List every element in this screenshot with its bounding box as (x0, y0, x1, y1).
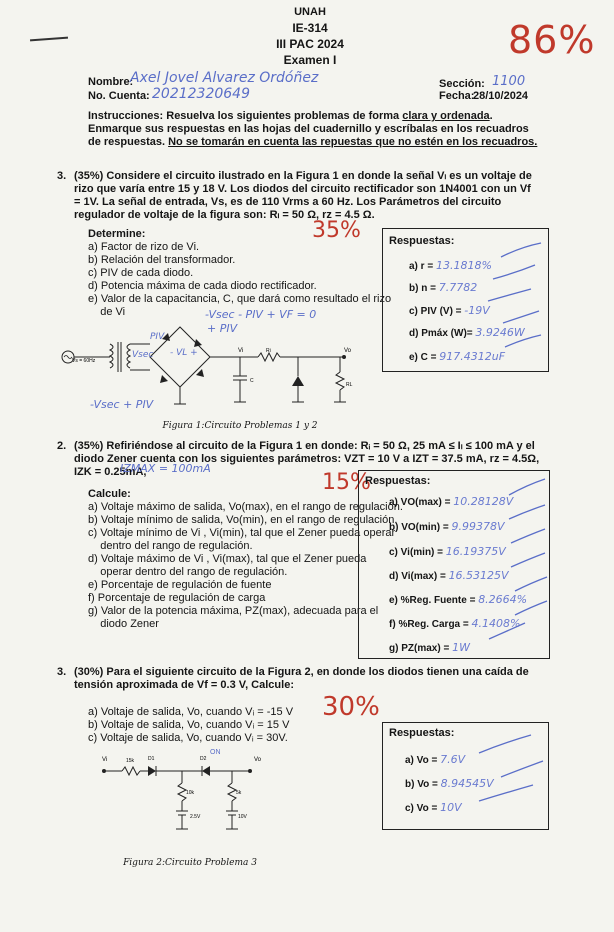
p2-item: dentro del rango de regulación. (88, 540, 253, 552)
instructions-lead: Instrucciones: (88, 110, 164, 122)
answer-value: 10.28128V (453, 495, 514, 508)
p1-item: b) Relación del transformador. (88, 254, 236, 266)
p1-item: c) PIV de cada diodo. (88, 267, 194, 279)
p2-item: operar dentro del rango de regulación. (88, 566, 288, 578)
note-6: - VL + (170, 348, 198, 358)
note-7: -Vsec + PIV (90, 398, 154, 411)
answer-label: a) VO(max) = (389, 497, 451, 508)
answer-label: c) Vo = (405, 803, 438, 814)
label-c: C (250, 378, 254, 384)
p3-answer-box (382, 722, 549, 830)
answer-label: b) VO(min) = (389, 522, 449, 533)
answer-label: e) %Reg. Fuente = (389, 595, 476, 606)
p1-answer-box (382, 228, 549, 372)
p1-item: de Vi (88, 306, 126, 318)
answer-value: 1W (452, 641, 470, 654)
label-r1: 15k (126, 758, 135, 764)
figure-2-caption: Figura 2:Circuito Problema 3 (123, 858, 257, 868)
answer-value: 917.4312uF (439, 350, 506, 363)
check-marks (359, 471, 549, 658)
p2-item: d) Voltaje máximo de Vi , Vi(max), tal que el Zener pueda (88, 553, 367, 565)
label-vo: Vo (344, 348, 352, 354)
label-on: ON (210, 749, 221, 756)
label-vi: Vi (102, 757, 108, 763)
label-d1: D1 (148, 756, 155, 762)
note-5: Vsec (132, 350, 154, 360)
p2-item: e) Porcentaje de regulación de fuente (88, 579, 272, 591)
p2-item: c) Voltaje mínimo de Vi , Vi(min), tal que el Zener pueda operar (88, 527, 396, 539)
grade-mark: 86% (508, 18, 596, 62)
p2-number: 2. (57, 440, 67, 452)
p1-item: d) Potencia máxima de cada diodo rectificador. (88, 280, 317, 292)
p3-items (88, 706, 293, 745)
label-vi: Vi (238, 348, 244, 354)
note-3: PIV (150, 332, 165, 342)
p3-statement: (30%) Para el siguiente circuito de la Figura 2, en donde los diodos tienen una caída de tensión aproximada de Vf = 0.3 V, Calcule: (74, 666, 529, 691)
margin-mark (30, 37, 68, 42)
course-code: IE-314 (292, 21, 328, 35)
p2-answer-box (358, 470, 550, 659)
check-marks (383, 723, 548, 829)
p2-calc: Calcule: (88, 488, 131, 500)
label-vo: Vo (254, 757, 262, 763)
answer-value: 4.1408% (471, 617, 521, 630)
p2-item: g) Valor de la potencia máxima, PZ(max), adecuada para el (88, 605, 379, 617)
p2-score: 15% (322, 470, 371, 495)
p1-answers-title: Respuestas: (389, 235, 455, 247)
figure-2-circuit (98, 745, 280, 845)
label-v1: 2.5V (190, 814, 201, 820)
answer-value: 8.2664% (478, 593, 528, 606)
p2-items (88, 501, 403, 631)
p2-answers-title: Respuestas: (365, 475, 431, 487)
answer-label: f) %Reg. Carga = (389, 619, 469, 630)
answer-value: 8.94545V (440, 777, 494, 790)
p1-number: 3. (57, 170, 67, 182)
instructions (88, 110, 540, 149)
p3-number: 3. (57, 666, 67, 678)
answer-label: d) Vi(max) = (389, 571, 446, 582)
p2-item: diodo Zener (88, 618, 159, 630)
exam-title: Examen I (283, 53, 337, 67)
check-marks (383, 229, 548, 371)
label-d2: D2 (200, 756, 207, 762)
answer-label: c) PIV (V) = (409, 306, 462, 317)
diode-d2-icon (202, 766, 210, 776)
label-r3: 5k (236, 790, 242, 796)
answer-value: -19V (464, 304, 490, 317)
label-v2: 10V (238, 814, 247, 820)
label-rl: RL (346, 382, 353, 388)
answer-label: b) n = (409, 283, 436, 294)
instructions-emph: clara y ordenada (402, 110, 490, 122)
answer-value: 16.53125V (448, 569, 509, 582)
diode-d1-icon (148, 766, 156, 776)
answer-value: 10V (440, 801, 462, 814)
p3-item: a) Voltaje de salida, Vo, cuando Vᵢ = -15 V (88, 706, 294, 718)
section-label: Sección: (439, 78, 485, 90)
p1-score: 35% (312, 218, 361, 243)
answer-value: 9.99378V (451, 520, 505, 533)
p2-item: f) Porcentaje de regulación de carga (88, 592, 266, 604)
p1-item: e) Valor de la capacitancia, C, que dará como resultado el rizo (88, 293, 392, 305)
p1-item: a) Factor de rizo de Vi. (88, 241, 200, 253)
period: III PAC 2024 (276, 37, 344, 51)
instructions-text: Resuelva los siguientes problemas de forma (166, 110, 400, 122)
label-r2: 10k (186, 790, 195, 796)
answer-label: a) Vo = (405, 755, 438, 766)
label-ri: Ri (266, 348, 271, 354)
instructions-text2: . Enmarque sus respuestas en las hojas del cuadernillo y escríbalas en los recuadros de respuestas. (88, 110, 529, 148)
p3-item: c) Voltaje de salida, Vo, cuando Vᵢ = 30V. (88, 732, 288, 744)
university-name: UNAH (294, 6, 326, 18)
date-label: Fecha: (439, 90, 475, 102)
answer-label: b) Vo = (405, 779, 438, 790)
answer-value: 13.1818% (435, 259, 492, 272)
p2-item: a) Voltaje máximo de salida, Vo(max), en el rango de regulación. (88, 501, 403, 513)
section-value: 1100 (492, 74, 526, 89)
note-1: -Vsec - PIV + VF = 0 (205, 308, 317, 321)
answer-label: c) Vi(min) = (389, 547, 443, 558)
p3-answers-title: Respuestas: (389, 727, 455, 739)
p3-score: 30% (322, 692, 380, 722)
name-value: Axel Jovel Alvarez Ordóñez (130, 70, 319, 86)
answer-label: a) r = (409, 261, 434, 272)
answer-value: 7.6V (440, 753, 466, 766)
name-label: Nombre: (88, 76, 134, 88)
p2-statement: (35%) Refiriéndose al circuito de la Figura 1 en donde: Rᵢ = 50 Ω, 25 mA ≤ Iₗ ≤ 100 mA y el diodo Zener cuenta con los siguientes parámetros: VZT = 10 V a IZT = 37.5 mA, rz = 4.5Ω, IZK = 0.25mA, (74, 440, 540, 478)
p3-item: b) Voltaje de salida, Vo, cuando Vᵢ = 15 V (88, 719, 290, 731)
account-label: No. Cuenta: (88, 90, 150, 102)
note-4: + PIV (207, 322, 238, 335)
label-vs: Vs = 60Hz (72, 358, 96, 364)
p1-determine: Determine: (88, 228, 146, 240)
answer-value: 7.7782 (438, 281, 478, 294)
answer-label: g) PZ(max) = (389, 643, 450, 654)
account-value: 20212320649 (152, 86, 250, 102)
answer-value: 3.9246W (475, 326, 525, 339)
p1-statement: (35%) Considere el circuito ilustrado en la Figura 1 en donde la señal Vₗ es un voltaje de rizo que varía entre 15 y 18 V. Los diodos del circuito rectificador son 1N4001 con un Vf = 1V. La señal de entrada, Vs, es de 110 Vrms a 60 Hz. Los Parámetros del circuito regulador de voltaje de la figura son: Rₗ = 50 Ω, rz = 4.5 Ω. (74, 170, 532, 221)
figure-1-caption: Figura 1:Circuito Problemas 1 y 2 (162, 421, 318, 431)
p2-item: b) Voltaje mínimo de salida, Vo(min), en el rango de regulación. (88, 514, 398, 526)
answer-label: e) C = (409, 352, 437, 363)
answer-value: 16.19375V (445, 545, 506, 558)
p2-note: IZMAX = 100mA (120, 462, 211, 475)
instructions-warning: No se tomarán en cuenta las repuestas que no estén en los recuadros. (168, 136, 538, 148)
answer-label: d) Pmáx (W)= (409, 328, 473, 339)
date-value: 28/10/2024 (473, 90, 529, 102)
